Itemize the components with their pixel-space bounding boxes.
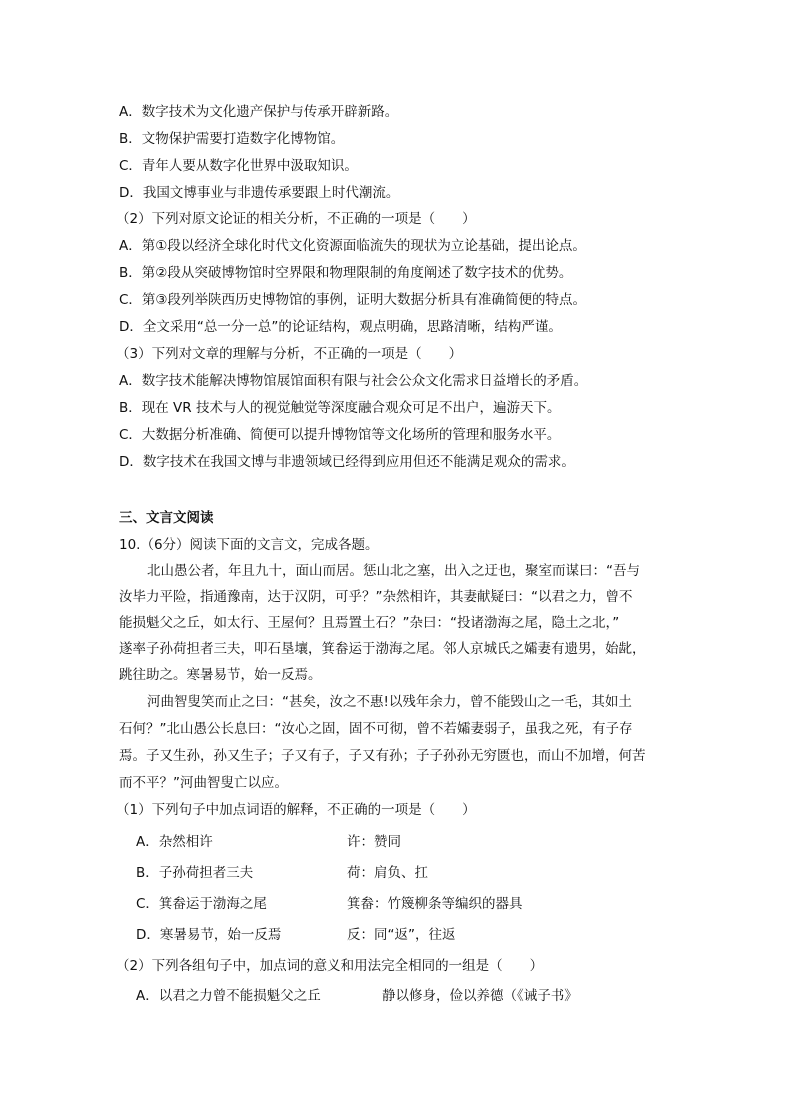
q2-option-a: A．第①段以经济全球化时代文化资源面临流失的现状为立论基础，提出论点。 xyxy=(119,238,586,254)
q3-stem: （3）下列对文章的理解与分析，不正确的一项是（ ） xyxy=(116,346,463,362)
q1-option-c: C．青年人要从数字化世界中汲取知识。 xyxy=(119,158,358,174)
sub2-option-a-pair: 静以修身，俭以养德（《诫子书》 xyxy=(382,988,578,1004)
sub2-stem: （2）下列各组句子中，加点词的意义和用法完全相同的一组是（ ） xyxy=(116,958,544,974)
q1-option-b: B．文物保护需要打造数字化博物馆。 xyxy=(119,131,345,147)
sub1-option-d-gloss: 反：同“返”，往返 xyxy=(347,927,456,943)
q1-option-a: A．数字技术为文化遗产保护与传承开辟新路。 xyxy=(119,104,399,120)
passage-line: 河曲智叟笑而止之曰：“甚矣，汝之不惠!以残年余力，曾不能毁山之一毛，其如土 xyxy=(147,694,632,710)
q2-option-d: D．全文采用“总一分一总”的论证结构，观点明确，思路清晰，结构严谨。 xyxy=(119,319,562,335)
passage-line: 汝毕力平险，指通豫南，达于汉阴，可乎？”杂然相许，其妻献疑曰：“以君之力，曾不 xyxy=(119,589,633,605)
sub1-option-a: A．杂然相许 xyxy=(136,834,213,850)
passage-line: 遂率子孙荷担者三夫，叩石垦壤，箕畚运于渤海之尾。邻人京城氏之孀妻有遗男，始龀， xyxy=(119,641,646,657)
passage-line: 而不平？”河曲智叟亡以应。 xyxy=(119,775,288,791)
passage-line: 北山愚公者，年且九十，面山而居。惩山北之塞，出入之迂也，聚室而谋曰：“吾与 xyxy=(147,563,640,579)
q3-option-b: B．现在 VR 技术与人的视觉触觉等深度融合观众可足不出户，遍游天下。 xyxy=(119,400,561,416)
sub1-option-a-gloss: 许：赞同 xyxy=(347,834,401,850)
question-10-intro: 10.（6分）阅读下面的文言文，完成各题。 xyxy=(119,537,379,553)
q2-option-b: B．第②段从突破博物馆时空界限和物理限制的角度阐述了数字技术的优势。 xyxy=(119,265,573,281)
q2-stem: （2）下列对原文论证的相关分析，不正确的一项是（ ） xyxy=(116,211,476,227)
sub1-option-d: D．寒暑易节，始一反焉 xyxy=(136,927,282,943)
sub1-option-b: B．子孙荷担者三夫 xyxy=(136,865,254,881)
sub1-option-c: C．箕畚运于渤海之尾 xyxy=(136,896,267,912)
passage-line: 石何？”北山愚公长息曰：“汝心之固，固不可彻，曾不若孀妻弱子，虽我之死，有子存 xyxy=(119,721,633,737)
passage-line: 跳往助之。寒暑易节，始一反焉。 xyxy=(119,667,322,683)
sub1-stem: （1）下列句子中加点词语的解释，不正确的一项是（ ） xyxy=(116,802,476,818)
q1-option-d: D．我国文博事业与非遗传承要跟上时代潮流。 xyxy=(119,185,400,201)
sub1-option-c-gloss: 箕畚：竹篾柳条等编织的器具 xyxy=(347,896,523,912)
q3-option-a: A．数字技术能解决博物馆展馆面积有限与社会公众文化需求日益增长的矛盾。 xyxy=(119,373,588,389)
q3-option-d: D．数字技术在我国文博与非遗领域已经得到应用但还不能满足观众的需求。 xyxy=(119,454,575,470)
section-heading: 三、文言文阅读 xyxy=(119,510,214,526)
q3-option-c: C．大数据分析准确、简便可以提升博物馆等文化场所的管理和服务水平。 xyxy=(119,427,561,443)
passage-line: 焉。子又生孙，孙又生子；子又有子，子又有孙；子子孙孙无穷匮也，而山不加增，何苦 xyxy=(119,748,646,764)
sub1-option-b-gloss: 荷：肩负、扛 xyxy=(347,865,428,881)
passage-line: 能损魁父之丘，如太行、王屋何？且焉置土石？”杂曰：“投诸渤海之尾，隐土之北，” xyxy=(119,615,620,631)
q2-option-c: C．第③段列举陕西历史博物馆的事例，证明大数据分析具有准确简便的特点。 xyxy=(119,292,587,308)
sub2-option-a: A．以君之力曾不能损魁父之丘 xyxy=(136,988,321,1004)
